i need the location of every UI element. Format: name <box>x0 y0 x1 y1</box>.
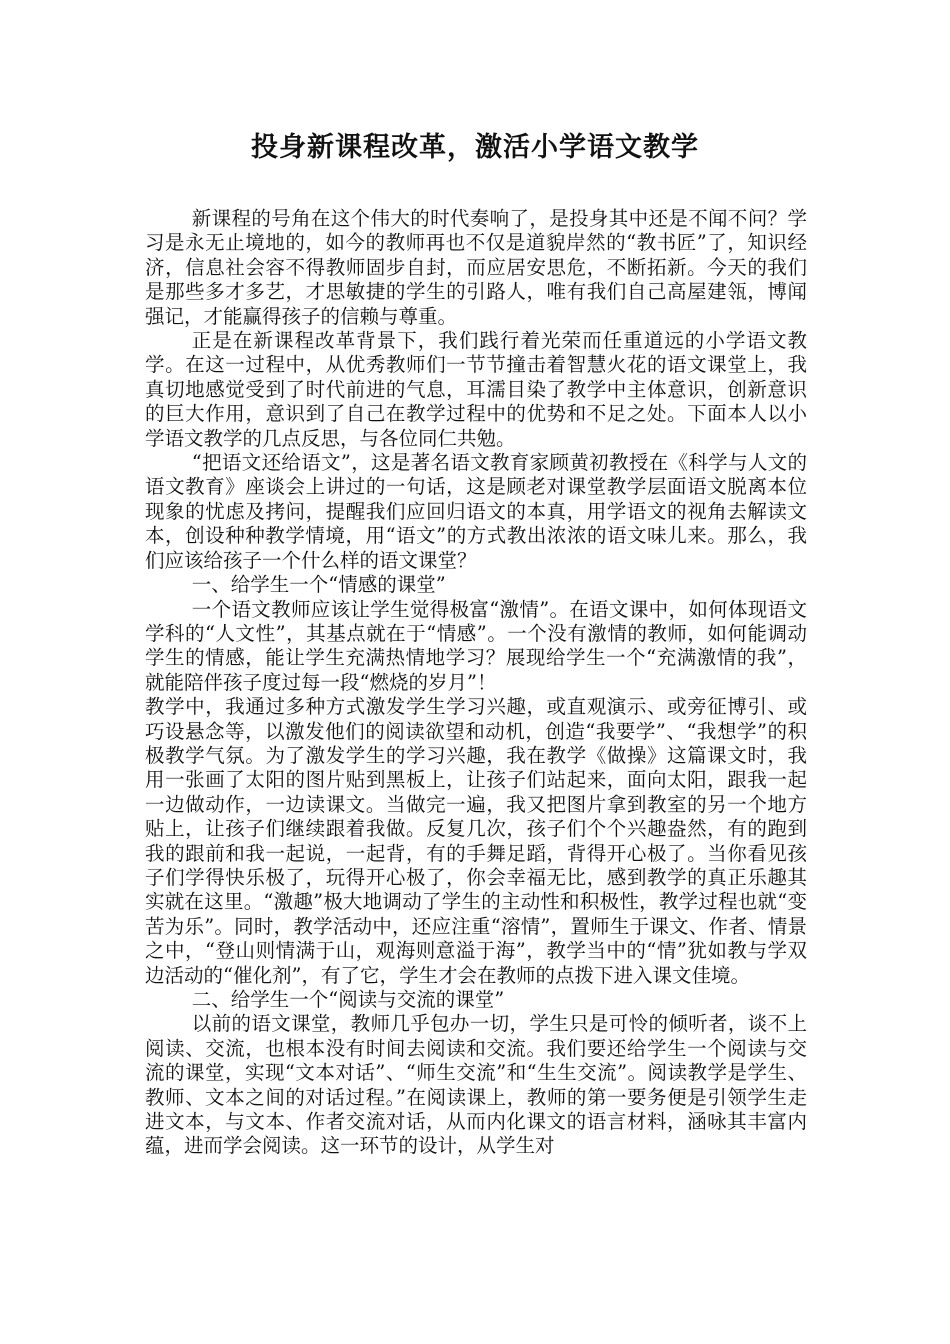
document-body <box>145 207 807 1159</box>
paragraph-background: 正是在新课程改革背景下，我们践行着光荣而任重道远的小学语文教学。在这一过程中，从优秀教师们一节节撞击着智慧火花的语文课堂上，我真切地感觉受到了时代前进的气息，耳濡目染了教学中主体意识，创新意识的巨大作用，意识到了自己在教学过程中的优势和不足之处。下面本人以小学语文教学的几点反思，与各位同仁共勉。 <box>145 329 807 450</box>
paragraph-quote: “把语文还给语文”，这是著名语文教育家顾黄初教授在《科学与人文的语文教育》座谈会上讲过的一句话，这是顾老对课堂教学层面语文脱离本位现象的忧虑及拷问，提醒我们应回归语文的本真，用学语文的视角去解读文本，创设种种教学情境，用“语文”的方式教出浓浓的语文味儿来。那么，我们应该给孩子一个什么样的语文课堂？ <box>145 451 807 572</box>
paragraph-teaching-example: 教学中，我通过多种方式激发学生学习兴趣，或直观演示、或旁征博引、或巧设悬念等，以激发他们的阅读欲望和动机，创造“我要学”、“我想学”的积极教学气氛。为了激发学生的学习兴趣，我在教学《做操》这篇课文时，我用一张画了太阳的图片贴到黑板上，让孩子们站起来，面向太阳，跟我一起一边做动作，一边读课文。当做完一遍，我又把图片拿到教室的另一个地方贴上，让孩子们继续跟着我做。反复几次，孩子们个个兴趣盎然，有的跑到我的跟前和我一起说，一起背，有的手舞足蹈，背得开心极了。当你看见孩子们学得快乐极了，玩得开心极了，你会幸福无比，感到教学的真正乐趣其实就在这里。“激趣”极大地调动了学生的主动性和积极性，教学过程也就“变苦为乐”。同时，教学活动中，还应注重“溶情”，置师生于课文、作者、情景之中，“登山则情满于山，观海则意溢于海”，教学当中的“情”犹如教与学双边活动的“催化剂”，有了它，学生才会在教师的点拨下进入课文佳境。 <box>145 695 807 987</box>
paragraph-intro: 新课程的号角在这个伟大的时代奏响了，是投身其中还是不闻不问？学习是永无止境地的，如今的教师再也不仅是道貌岸然的“教书匠”了，知识经济，信息社会容不得教师固步自封，而应居安思危，不断拓新。今天的我们是那些多才多艺，才思敏捷的学生的引路人，唯有我们自己高屋建瓴，博闻强记，才能赢得孩子的信赖与尊重。 <box>145 207 807 328</box>
paragraph-reading: 以前的语文课堂，教师几乎包办一切，学生只是可怜的倾听者，谈不上阅读、交流，也根本没有时间去阅读和交流。我们要还给学生一个阅读与交流的课堂，实现“文本对话”、“师生交流”和“生生交流”。阅读教学是学生、教师、文本之间的对话过程。”在阅读课上，教师的第一要务便是引领学生走进文本，与文本、作者交流对话，从而内化课文的语言材料，涵咏其丰富内蕴，进而学会阅读。这一环节的设计，从学生对 <box>145 1012 807 1158</box>
section-heading-1: 一、给学生一个“情感的课堂” <box>191 573 446 597</box>
section-heading-2: 二、给学生一个“阅读与交流的课堂” <box>191 988 505 1011</box>
paragraph-emotion: 一个语文教师应该让学生觉得极富“激情”。在语文课中，如何体现语文学科的“人文性”，其基点就在于“情感”。一个没有激情的教师，如何能调动学生的情感，能让学生充满热情地学习？展现给学生一个“充满激情的我”，就能陪伴孩子度过每一段“燃烧的岁月”！ <box>145 597 807 694</box>
document-title: 投身新课程改革，激活小学语文教学 <box>251 132 699 163</box>
